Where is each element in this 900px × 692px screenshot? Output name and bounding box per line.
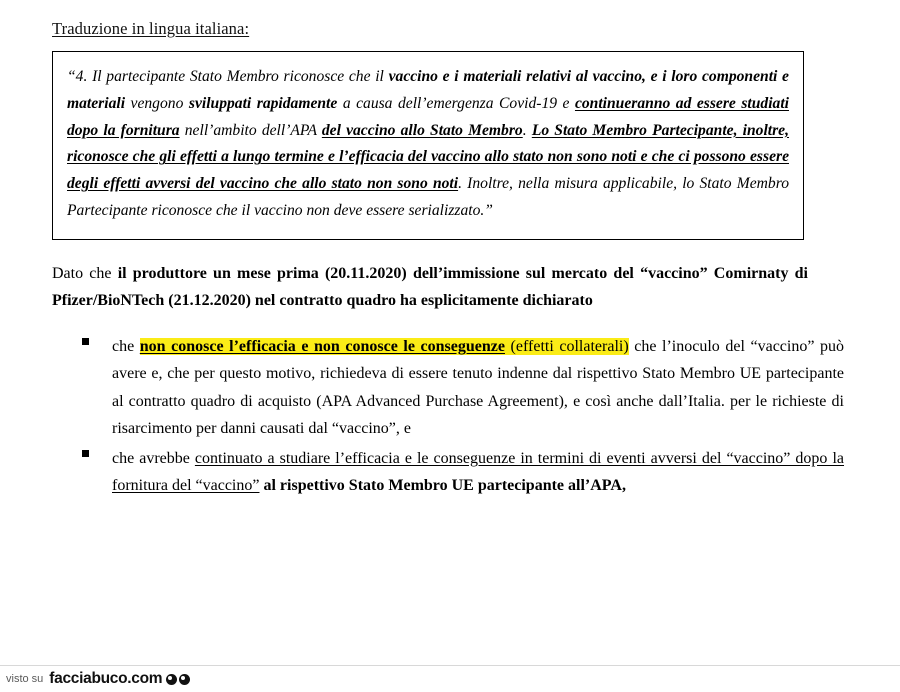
watermark-footer [0, 665, 900, 692]
list-item [82, 333, 844, 443]
brand-logo[interactable] [49, 670, 162, 688]
page-title: Traduzione in lingua italiana: [52, 19, 250, 38]
bullet-marker-icon [82, 338, 89, 345]
watermark-label: visto su [6, 673, 44, 685]
brand-name: facciabuco [49, 670, 128, 687]
intro-paragraph: Dato che il produttore un mese prima (20.11.2020) dell’immissione sul mercato del “vaccino” Comirnaty di Pfizer/BioNTech (21.12.2020) nel contratto quadro ha esplicitamente dichiarato [52, 264, 809, 310]
bullet-marker-icon [82, 450, 89, 457]
quote-box [52, 51, 804, 240]
bullet-list [52, 333, 844, 500]
list-item-text: che avrebbe continuato a studiare l’efficacia e le conseguenze in termini di eventi avversi del “vaccino” dopo la fornitura del “vaccino” al rispettivo Stato Membro UE partecipante all’APA, [112, 449, 845, 495]
eyes-icon [166, 674, 192, 685]
list-item [82, 445, 844, 500]
list-item-text: che non conosce l’efficacia e non conosce le conseguenze (effetti collaterali) che l’inoculo del “vaccino” può avere e, che per questo motivo, richiedeva di essere tenuto indenne dal rispettivo Stato Membro UE partecipante al contratto quadro di acquisto (APA Advanced Purchase Agreement), e così anche dall’Italia. per le richieste di risarcimento per danni causati dal “vaccino”, e [112, 337, 845, 438]
quote-text: “4. Il partecipante Stato Membro riconosce che il vaccino e i materiali relativi al vaccino, e i loro componenti e materiali vengono sviluppati rapidamente a causa dell’emergenza Covid-19 e continueranno ad essere studiati dopo la fornitura nell’ambito dell’APA del vaccino allo Stato Membro. Lo Stato Membro Partecipante, inoltre, riconosce che gli effetti a lungo termine e l’efficacia del vaccino allo stato non sono noti e che ci possono essere degli effetti avversi del vaccino che allo stato non sono noti. Inoltre, nella misura applicabile, lo Stato Membro Partecipante riconosce che il vaccino non deve essere serializzato.” [67, 68, 789, 220]
brand-domain: .com [127, 670, 163, 687]
